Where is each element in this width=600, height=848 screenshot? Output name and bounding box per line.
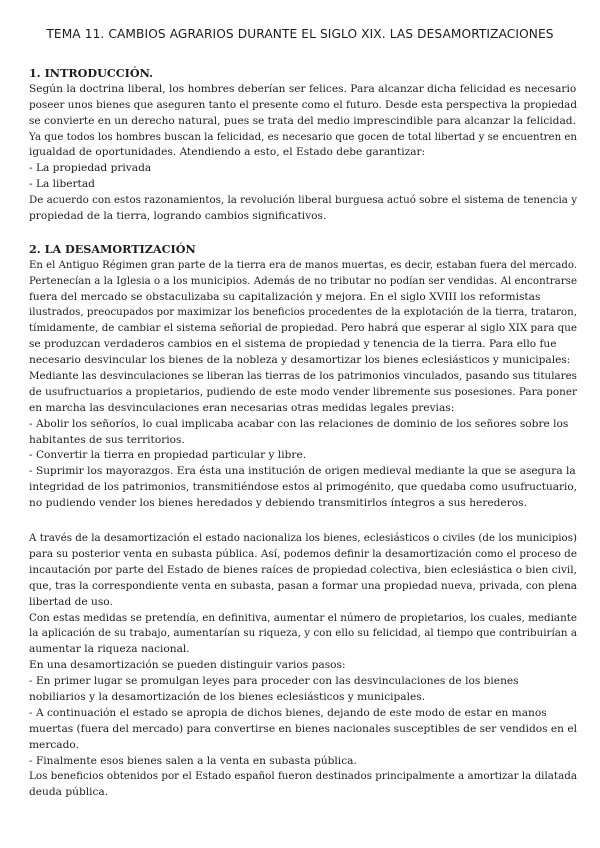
section-introduccion-text — [29, 82, 577, 225]
section-heading-introduccion: 1. INTRODUCCIÓN. — [29, 66, 154, 80]
list-item: nobiliarios y la desamortización de los bienes eclesiásticos y municipales. — [29, 690, 426, 703]
text-line: que, tras la correspondiente venta en subasta, pasan a formar una propiedad nueva, privada, con plena — [29, 579, 578, 592]
text-line: deuda pública. — [29, 786, 109, 799]
text-line: Ya que todos los hombres buscan la felicidad, es necesario que gocen de total libertad y se encuentren en — [29, 130, 578, 143]
text-line: Mediante las desvinculaciones se liberan las tierras de los patrimonios vinculados, pasando sus titulares — [29, 370, 577, 383]
text-line: De acuerdo con estos razonamientos, la revolución liberal burguesa actuó sobre el sistema de tenencia y — [29, 194, 578, 207]
text-line: libertad de uso. — [29, 595, 113, 608]
section-desamortizacion-text — [29, 258, 577, 512]
text-line: Pertenecían a la Iglesia o a los municipios. Además de no tributar no podían ser vendidas. Al encontrarse — [29, 274, 578, 287]
document-body — [29, 66, 577, 801]
text-line: en marcha las desvinculaciones eran necesarias otras medidas legales previas: — [29, 401, 455, 414]
text-line: Los beneficios obtenidos por el Estado español fueron destinados principalmente a amortizar la dilatada — [29, 770, 578, 783]
text-line: En el Antiguo Régimen gran parte de la tierra era de manos muertas, es decir, estaban fuera del mercado. — [29, 258, 578, 271]
list-item: - En primer lugar se promulgan leyes para proceder con las desvinculaciones de los bienes — [29, 675, 519, 688]
list-item: - Finalmente esos bienes salen a la venta en subasta pública. — [29, 754, 357, 767]
list-item: habitantes de sus territorios. — [29, 433, 185, 446]
text-line: se produzcan verdaderos cambios en el sistema de propiedad y tenencia de la tierra. Para ello fue — [29, 338, 557, 351]
text-line: tímidamente, de cambiar el sistema señorial de propiedad. Pero habrá que esperar al siglo XIX para que — [29, 322, 578, 335]
text-line: necesario desvincular los bienes de la nobleza y desamortizar los bienes eclesiásticos y municipales: — [29, 354, 571, 367]
text-line: la aplicación de su trabajo, aumentarían su riqueza, y con ello su felicidad, al tiempo que contribuirían a — [29, 627, 578, 640]
text-line: igualdad de oportunidades. Atendiendo a esto, el Estado debe garantizar: — [29, 146, 426, 159]
text-line: se convierte en un derecho natural, pues se trata del medio imprescindible para alcanzar la felicidad. — [29, 114, 576, 127]
section-heading-desamortizacion: 2. LA DESAMORTIZACIÓN — [29, 241, 196, 256]
text-line: para su posterior venta en subasta pública. Así, podemos definir la desamortización como el proceso de — [29, 547, 577, 560]
text-line: incautación por parte del Estado de bienes raíces de propiedad colectiva, bien eclesiástica o bien civil, — [29, 563, 577, 576]
list-item: mercado. — [29, 738, 79, 751]
text-line: A través de la desamortización el estado nacionaliza los bienes, eclesiásticos o civiles (de los municipios) — [29, 532, 578, 545]
text-line: propiedad de la tierra, logrando cambios significativos. — [29, 210, 327, 223]
text-line: Según la doctrina liberal, los hombres deberían ser felices. Para alcanzar dicha felicidad es necesario — [29, 82, 577, 95]
list-item: - Convertir la tierra en propiedad particular y libre. — [29, 449, 307, 462]
text-line: ilustrados, preocupados por maximizar los beneficios procedentes de la explotación de la tierra, trataron, — [29, 306, 578, 319]
document-title: TEMA 11. CAMBIOS AGRARIOS DURANTE EL SIGLO XIX. LAS DESAMORTIZACIONES — [46, 27, 554, 41]
list-item: - A continuación el estado se apropia de dichos bienes, dejando de este modo de estar en manos — [29, 706, 547, 719]
list-item: - La libertad — [29, 178, 95, 191]
text-line: aumentar la riqueza nacional. — [29, 643, 190, 656]
text-line: fuera del mercado se obstaculizaba su capitalización y mejora. En el siglo XVIII los reformistas — [29, 290, 541, 303]
text-line: de usufructuarios a propietarios, pudiendo de este modo vender libremente sus posesiones. Para poner — [29, 385, 578, 398]
list-item: integridad de los patrimonios, transmitiéndose estos al primogénito, que quedaba como usufructuario, — [29, 481, 578, 494]
section-desamortizacion-text-2 — [29, 531, 577, 801]
list-item: no pudiendo vender los bienes heredados y debiendo transmitirlos íntegros a sus herederos. — [29, 497, 527, 510]
list-item: muertas (fuera del mercado) para convertirse en bienes nacionales susceptibles de ser vendidos en el — [29, 722, 578, 735]
text-line: poseer unos bienes que aseguren tanto el presente como el futuro. Desde esta perspectiva la propiedad — [29, 98, 578, 111]
text-line: Con estas medidas se pretendía, en definitiva, aumentar el número de propietarios, los cuales, mediante — [29, 611, 577, 624]
list-item: - Suprimir los mayorazgos. Era ésta una institución de origen medieval mediante la que se asegura la — [29, 465, 576, 478]
text-line: En una desamortización se pueden distinguir varios pasos: — [29, 659, 346, 672]
list-item: - La propiedad privada — [29, 162, 152, 175]
list-item: - Abolir los señoríos, lo cual implicaba acabar con las relaciones de dominio de los señores sobre los — [29, 417, 569, 430]
